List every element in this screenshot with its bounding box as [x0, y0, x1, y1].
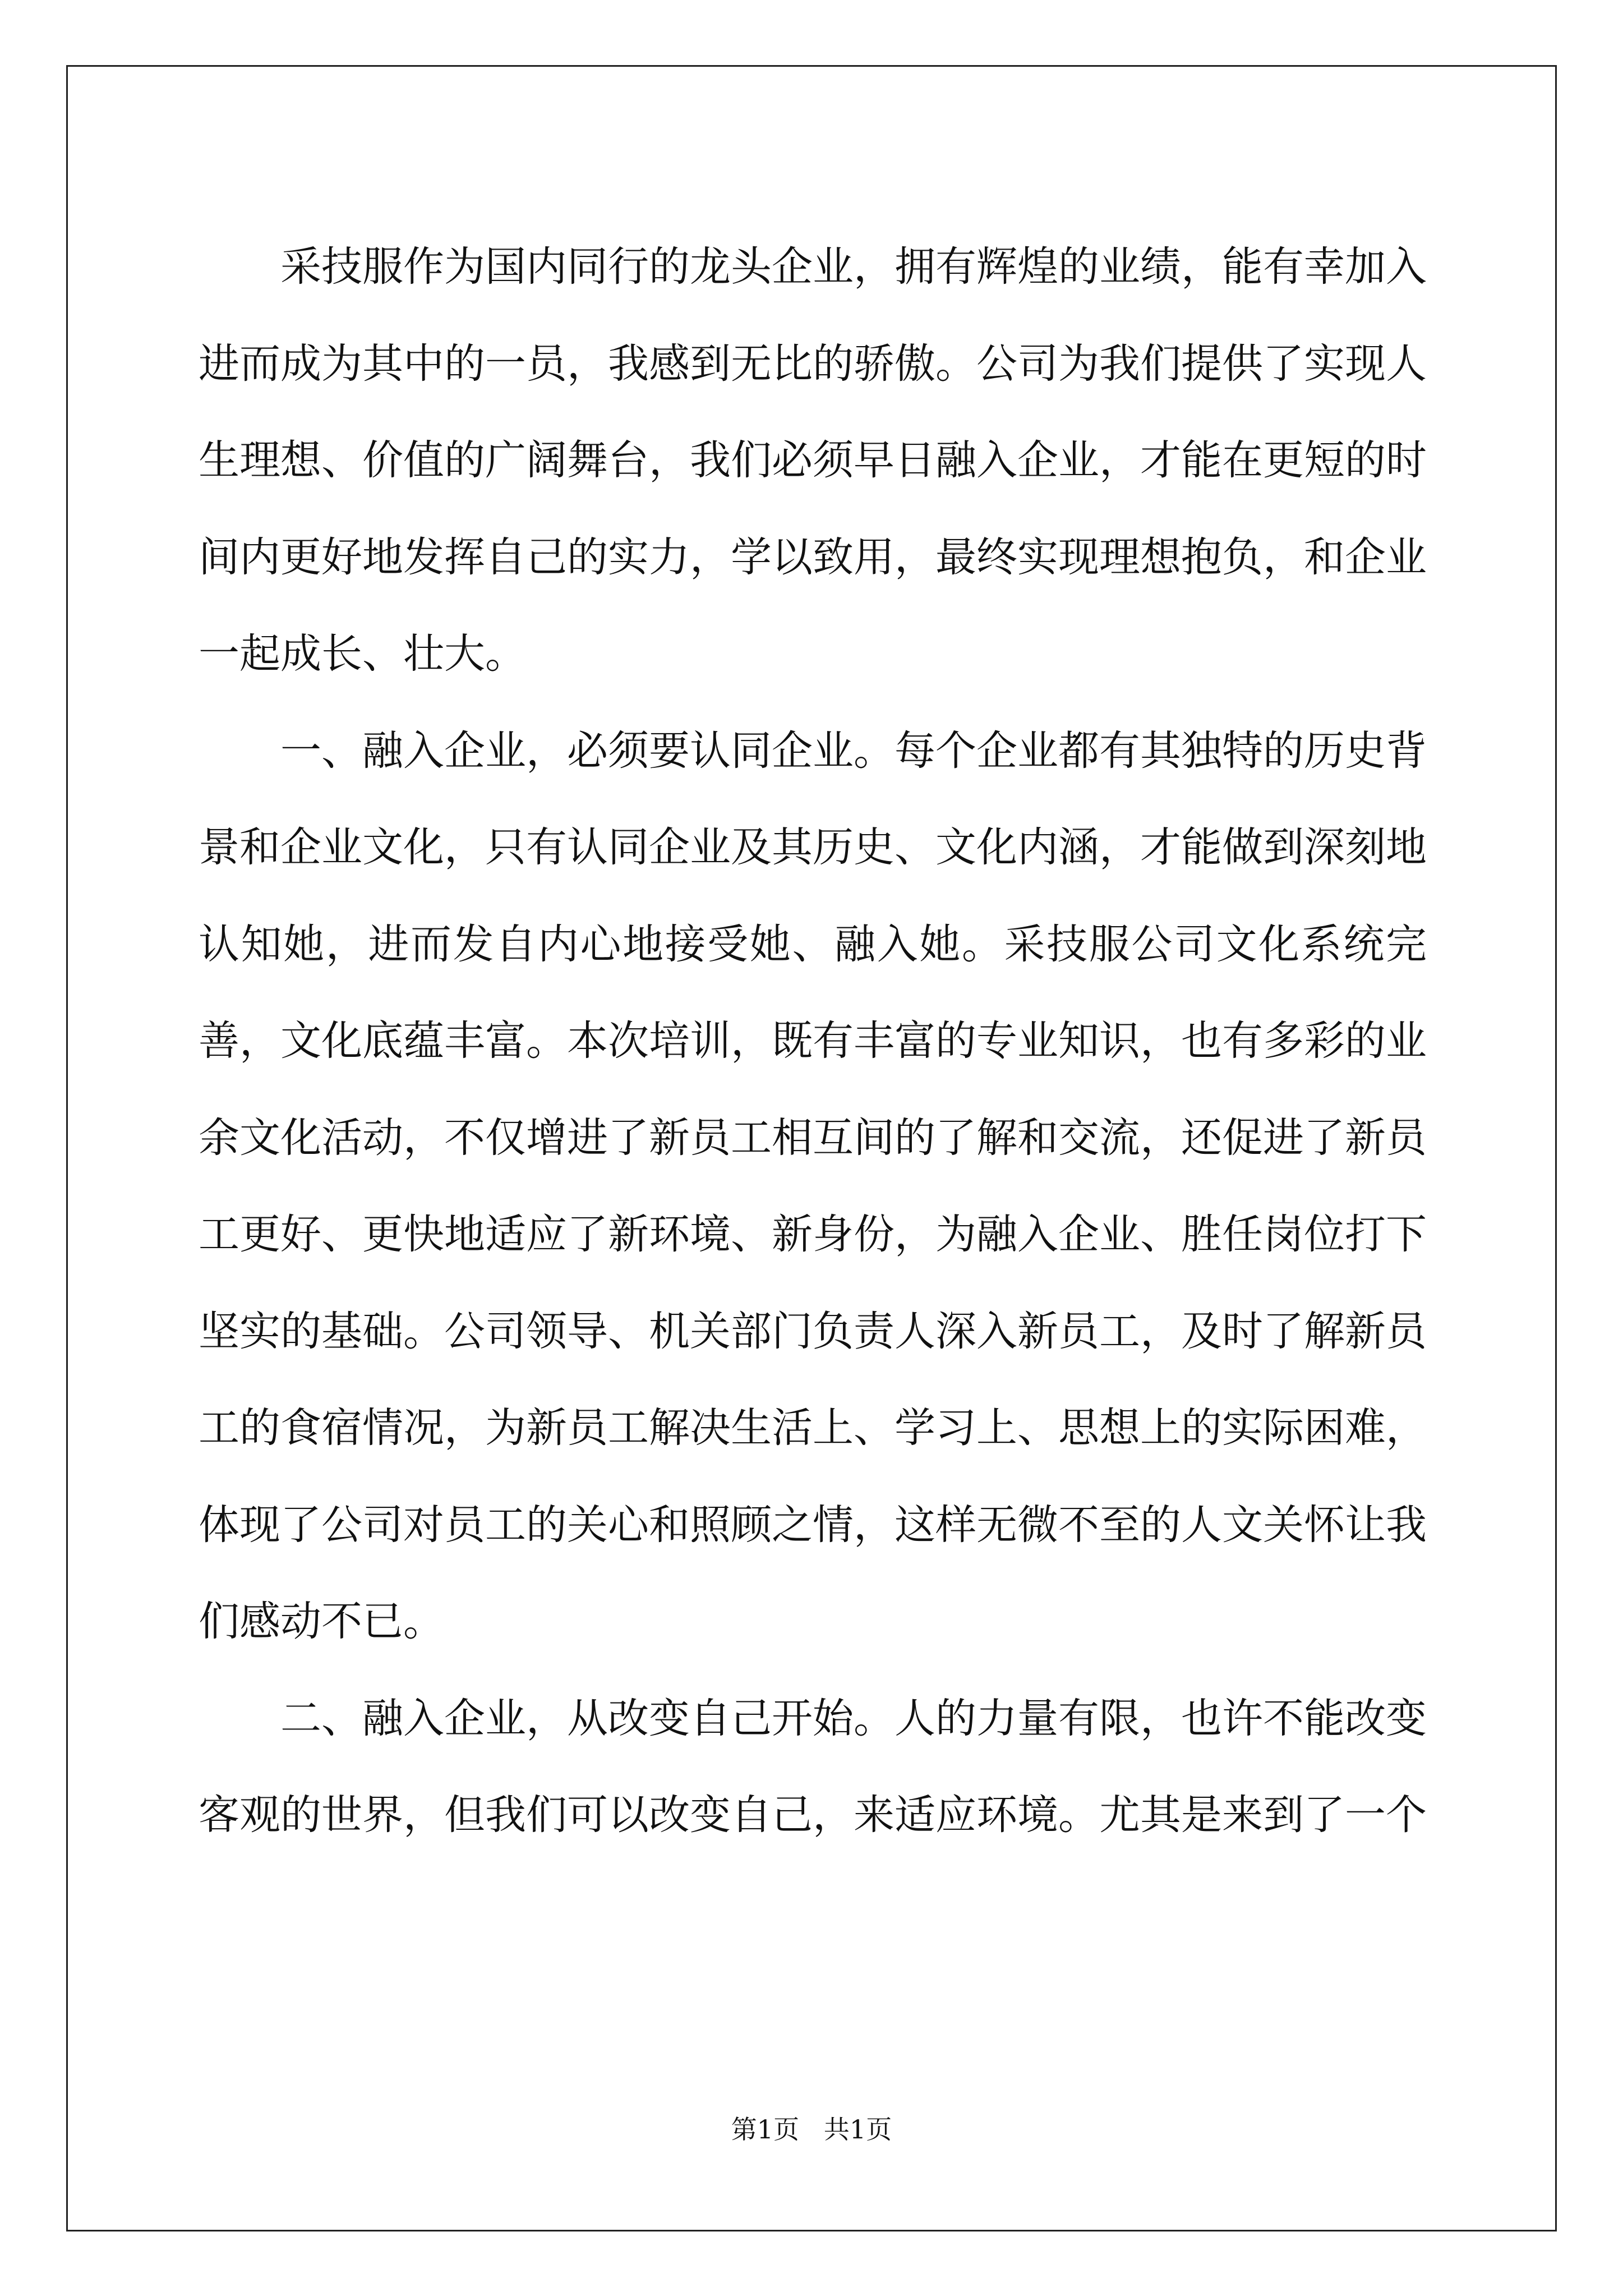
paragraph-section-1: 一、融入企业，必须要认同企业。每个企业都有其独特的历史背景和企业文化，只有认同企业及其历史、文化内涵，才能做到深刻地认知她，进而发自内心地接受她、融入她。采技服公司文化系统完善，文化底蕴丰富。本次培训，既有丰富的专业知识，也有多彩的业余文化活动，不仅增进了新员工相互间的了解和交流，还促进了新员工更好、更快地适应了新环境、新身份，为融入企业、胜任岗位打下坚实的基础。公司领导、机关部门负责人深入新员工，及时了解新员工的食宿情况，为新员工解决生活上、学习上、思想上的实际困难，体现了公司对员工的关心和照顾之情，这样无微不至的人文关怀让我们感动不已。 — [199, 726, 1427, 1645]
page-footer: 第1页 共1页 — [731, 2114, 892, 2145]
paragraph-section-2: 二、融入企业，从改变自己开始。人的力量有限，也许不能改变客观的世界，但我们可以改变自己，来适应环境。尤其是来到了一个 — [199, 1694, 1427, 1839]
paragraph-intro: 采技服作为国内同行的龙头企业，拥有辉煌的业绩，能有幸加入进而成为其中的一员，我感到无比的骄傲。公司为我们提供了实现人生理想、价值的广阔舞台，我们必须早日融入企业，才能在更短的时间内更好地发挥自己的实力，学以致用，最终实现理想抱负，和企业一起成长、壮大。 — [199, 243, 1427, 678]
document-body — [199, 219, 1427, 1864]
